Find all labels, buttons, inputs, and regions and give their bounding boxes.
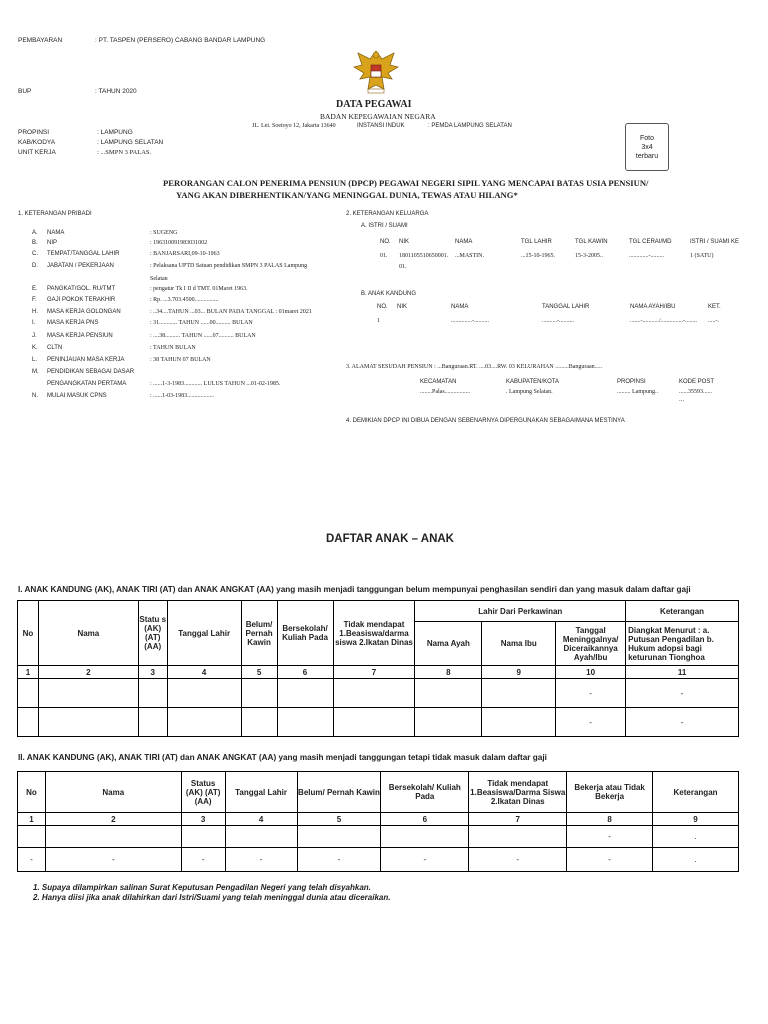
propinsi-alamat-label: PROPINSI bbox=[617, 379, 646, 385]
table-number-cell: 4 bbox=[167, 666, 241, 679]
col-group-keterangan: Keterangan bbox=[626, 601, 739, 622]
pribadi-value: : 196310091983031002 bbox=[150, 240, 208, 246]
pribadi-label: PENINJAUAN MASA KERJA bbox=[47, 357, 125, 363]
istri-subheading: A. ISTRI / SUAMI bbox=[361, 223, 408, 229]
pribadi-value: : ....38.......... TAHUN ......07.......... BULAN bbox=[150, 333, 256, 339]
table-cell bbox=[297, 826, 381, 848]
table-cell: - bbox=[18, 848, 46, 872]
pribadi-value: : pengatur Tk I II d TMT. 01Maret 1963. bbox=[150, 286, 248, 292]
col-status: Statu s (AK) (AT) (AA) bbox=[138, 601, 167, 666]
pribadi-value: : Pelaksana UPTD Satuan pendidikan SMPN 3 PALAS Lampung bbox=[150, 263, 308, 269]
istri-cell: 1801105510650001. bbox=[399, 253, 449, 259]
anak-header-cell: NO. bbox=[377, 304, 388, 310]
pribadi-key: I. bbox=[32, 320, 36, 326]
table-number-cell: 8 bbox=[415, 666, 482, 679]
table-cell bbox=[18, 826, 46, 848]
kecamatan-value: ........Palas................. bbox=[420, 389, 471, 395]
istri-cell: 15-3-2005.. bbox=[575, 253, 603, 259]
istri-header-cell: TGL KAWIN bbox=[575, 239, 608, 245]
table-number-cell: 1 bbox=[18, 666, 39, 679]
table-number-cell: 5 bbox=[241, 666, 277, 679]
table-header-cell: Nama bbox=[45, 772, 181, 813]
col-group-lahir: Lahir Dari Perkawinan bbox=[415, 601, 626, 622]
istri-header-cell: NAMA bbox=[455, 239, 473, 245]
table-number-row bbox=[18, 666, 739, 679]
pribadi-value: : 38 TAHUN 07 BULAN bbox=[150, 357, 211, 363]
table-number-cell: 2 bbox=[38, 666, 138, 679]
istri-cell: ...15-10-1965. bbox=[521, 253, 555, 259]
pribadi-key: M. bbox=[32, 369, 39, 375]
anak-cell: .......-.........../...............-........ bbox=[630, 318, 698, 324]
table-cell: - bbox=[556, 679, 626, 708]
table-cell: - bbox=[469, 848, 567, 872]
table-row bbox=[18, 826, 739, 848]
anak-cell: ..........-.......... bbox=[542, 318, 574, 324]
table-header-cell: Bersekolah/ Kuliah Pada bbox=[381, 772, 469, 813]
pribadi-label: MULAI MASUK CPNS bbox=[47, 393, 107, 399]
agency-address: JL. Let. Soetoyo 12, Jakarta 13640 bbox=[252, 123, 336, 129]
kab-label: KAB/KODYA bbox=[18, 139, 56, 146]
table-anak-dalam-gaji bbox=[17, 600, 739, 737]
pembayaran-value: : PT. TASPEN (PERSERO) CABANG BANDAR LAMPUNG bbox=[95, 37, 266, 44]
col-bersekolah: Bersekolah/ Kuliah Pada bbox=[277, 601, 333, 666]
pribadi-label: PANGKAT/GOL. RU/TMT bbox=[47, 286, 116, 292]
anak-cell: ..............-.......... bbox=[451, 318, 489, 324]
table-header-cell: Tidak mendapat 1.Beasiswa/Darma Siswa 2.Ikatan Dinas bbox=[469, 772, 567, 813]
propinsi-value: : LAMPUNG bbox=[97, 129, 133, 136]
table-number-row bbox=[18, 813, 739, 826]
table-header-cell: Bekerja atau Tidak Bekerja bbox=[567, 772, 653, 813]
kabupaten-value: . Lampung Selatan. bbox=[506, 389, 553, 395]
istri-header-cell: NO. bbox=[380, 239, 391, 245]
table-cell bbox=[181, 826, 225, 848]
pribadi-key: J. bbox=[32, 333, 37, 339]
table-cell: - bbox=[567, 826, 653, 848]
pribadi-key: N. bbox=[32, 393, 38, 399]
agency-name: BADAN KEPEGAWAIAN NEGARA bbox=[320, 112, 436, 121]
section-2-heading: II. ANAK KANDUNG (AK), ANAK TIRI (AT) dan ANAK ANGKAT (AA) yang masih menjadi tanggungan tetapi tidak masuk dalam daftar gaji bbox=[18, 753, 547, 762]
main-title-line-1: PERORANGAN CALON PENERIMA PENSIUN (DPCP) PEGAWAI NEGERI SIPIL YANG MENCAPAI BATAS USIA PENSIUN/ bbox=[163, 178, 649, 188]
pribadi-key: L. bbox=[32, 357, 38, 363]
anak-header-cell: KET. bbox=[708, 304, 721, 310]
photo-line-1: Foto bbox=[639, 135, 654, 142]
page-title: DATA PEGAWAI bbox=[336, 99, 412, 110]
pribadi-key: D. bbox=[32, 263, 38, 269]
istri-header-cell: ISTRI / SUAMI KE bbox=[690, 239, 740, 245]
istri-cell: 01. bbox=[380, 253, 388, 259]
table-number-cell: 5 bbox=[297, 813, 381, 826]
pribadi-key: A. bbox=[32, 230, 38, 236]
col-keterangan-text: Diangkat Menurut : a. Putusan Pengadilan b. Hukum adopsi bagi keturunan Tionghoa bbox=[626, 622, 739, 666]
table-cell: - bbox=[567, 848, 653, 872]
photo-box bbox=[625, 123, 669, 171]
table-cell: - bbox=[626, 708, 739, 737]
anak-header-cell: NIK bbox=[397, 304, 408, 310]
anak-cell: .....-. bbox=[708, 318, 719, 324]
table-header-cell: Keterangan bbox=[653, 772, 739, 813]
kodepos-label: KODE POST bbox=[679, 379, 715, 385]
pribadi-key: H. bbox=[32, 309, 38, 315]
pribadi-label: PENGANGKATAN PERTAMA bbox=[47, 381, 127, 387]
unit-kerja-label: UNIT KERJA bbox=[18, 149, 56, 156]
table-cell: - bbox=[225, 848, 297, 872]
col-belum-kawin: Belum/ Pernah Kawin bbox=[241, 601, 277, 666]
kabupaten-label: KABUPATEN/KOTA bbox=[506, 379, 560, 385]
table-cell: - bbox=[181, 848, 225, 872]
table-header-cell: No bbox=[18, 772, 46, 813]
garuda-emblem-icon bbox=[350, 45, 402, 97]
pribadi-heading: 1. KETERANGAN PRIBADI bbox=[18, 211, 92, 217]
pribadi-key: C. bbox=[32, 251, 38, 257]
istri-header-cell: NIK bbox=[399, 239, 410, 245]
table-header-cell: Status (AK) (AT) (AA) bbox=[181, 772, 225, 813]
table-cell bbox=[225, 826, 297, 848]
istri-nik-cont: 01. bbox=[399, 264, 407, 270]
col-nama-ayah: Nama Ayah bbox=[415, 622, 482, 666]
kodepos-value: ......35593...... bbox=[679, 389, 712, 395]
pribadi-label: NAMA bbox=[47, 230, 65, 236]
col-tanggal-lahir: Tanggal Lahir bbox=[167, 601, 241, 666]
photo-line-2: 3x4 bbox=[641, 144, 653, 151]
kab-value: : LAMPUNG SELATAN bbox=[97, 139, 164, 146]
note-1: 1. Supaya dilampirkan salinan Surat Keputusan Pengadilan Negeri yang telah disyahkan. bbox=[33, 883, 371, 892]
anak-cell: 1 bbox=[377, 318, 380, 324]
kecamatan-label: KECAMATAN bbox=[420, 379, 457, 385]
pribadi-key: F. bbox=[32, 297, 37, 303]
pribadi-key: B. bbox=[32, 240, 38, 246]
photo-line-3: terbaru bbox=[635, 153, 659, 160]
table-cell: . bbox=[653, 848, 739, 872]
bup-value: : TAHUN 2020 bbox=[95, 88, 137, 95]
keluarga-heading: 2. KETERANGAN KELUARGA bbox=[346, 211, 429, 217]
pribadi-value: : SUGENG bbox=[150, 230, 178, 236]
pribadi-label: NIP bbox=[47, 240, 58, 246]
col-no: No bbox=[18, 601, 39, 666]
table-cell: . bbox=[653, 826, 739, 848]
bup-label: BUP bbox=[18, 88, 32, 95]
table-header-cell: Tanggal Lahir bbox=[225, 772, 297, 813]
table-number-cell: 3 bbox=[138, 666, 167, 679]
alamat-line: 3. ALAMAT SESUDAH PENSIUN : ...Banguraan.RT. ....03....RW. 03 KELURAHAN .........Banguraan..... bbox=[346, 364, 603, 370]
col-nama-ibu: Nama Ibu bbox=[482, 622, 556, 666]
col-tidak-mendapat: Tidak mendapat 1.Beasiswa/darma siswa 2.Ikatan Dinas bbox=[333, 601, 415, 666]
table-header-cell: Belum/ Pernah Kawin bbox=[297, 772, 381, 813]
anak-header-cell: NAMA bbox=[451, 304, 469, 310]
table-number-cell: 8 bbox=[567, 813, 653, 826]
pribadi-label: JABATAN / PEKERJAAN bbox=[47, 263, 114, 269]
table-cell: - bbox=[626, 679, 739, 708]
table-header-row bbox=[18, 772, 739, 813]
table-cell bbox=[45, 826, 181, 848]
pribadi-value: : ......1-3-1983............ LULUS TAHUN ...01-02-1985. bbox=[150, 381, 281, 387]
table-number-cell: 6 bbox=[381, 813, 469, 826]
table-number-cell: 9 bbox=[482, 666, 556, 679]
instansi-label: INSTANSI INDUK bbox=[357, 123, 405, 129]
table-number-cell: 6 bbox=[277, 666, 333, 679]
pribadi-label: MASA KERJA PENSIUN bbox=[47, 333, 113, 339]
table-number-cell: 10 bbox=[556, 666, 626, 679]
table-cell bbox=[469, 826, 567, 848]
pribadi-value: : TAHUN BULAN bbox=[150, 345, 196, 351]
table-cell: - bbox=[556, 708, 626, 737]
anak-subheading: B. ANAK KANDUNG bbox=[361, 291, 417, 297]
col-nama: Nama bbox=[38, 601, 138, 666]
kodepos-extra: ... bbox=[679, 397, 685, 403]
table-anak-luar-gaji bbox=[17, 771, 739, 872]
demikian-statement: 4. DEMIKIAN DPCP INI DIBUA DENGAN SEBENARNYA DIPERGUNAKAN SEBAGAIMANA MESTINYA bbox=[346, 418, 625, 424]
pribadi-value: : ......1-03-1983.................. bbox=[150, 393, 215, 399]
pribadi-key: K. bbox=[32, 345, 38, 351]
table-number-cell: 4 bbox=[225, 813, 297, 826]
table-cell: - bbox=[45, 848, 181, 872]
pribadi-label: PENDIDIKAN SEBAGAI DASAR bbox=[47, 369, 135, 375]
note-2: 2. Hanya diisi jika anak dilahirkan dari Istri/Suami yang telah meninggal dunia atau diceraikan. bbox=[33, 893, 391, 902]
table-cell bbox=[381, 826, 469, 848]
pribadi-label: GAJI POKOK TERAKHIR bbox=[47, 297, 116, 303]
istri-cell: 1 (SATU) bbox=[690, 253, 714, 259]
pribadi-label: MASA KERJA PNS bbox=[47, 320, 99, 326]
table-number-cell: 7 bbox=[333, 666, 415, 679]
table-number-cell: 11 bbox=[626, 666, 739, 679]
table-cell: - bbox=[381, 848, 469, 872]
pribadi-value: Selatan bbox=[150, 276, 168, 282]
unit-kerja-value: : ...SMPN 3 PALAS. bbox=[97, 149, 152, 156]
table-row bbox=[18, 679, 739, 708]
table-number-cell: 2 bbox=[45, 813, 181, 826]
pembayaran-label: PEMBAYARAN bbox=[18, 37, 63, 44]
pribadi-label: MASA KERJA GOLONGAN bbox=[47, 309, 121, 315]
pribadi-value: : ..34....TAHUN ...03... BULAN PADA TANGGAL : 01maret 2021 bbox=[150, 309, 312, 315]
main-title-line-2: YANG AKAN DIBERHENTIKAN/YANG MENINGGAL DUNIA, TEWAS ATAU HILANG* bbox=[176, 190, 518, 200]
istri-header-cell: TGL CERAI/MD bbox=[629, 239, 672, 245]
section-1-heading: I. ANAK KANDUNG (AK), ANAK TIRI (AT) dan ANAK ANGKAT (AA) yang masih menjadi tanggungan belum mempunyai penghasilan sendiri dan yang masuk dalam daftar gaji bbox=[18, 585, 691, 594]
pribadi-value: : BANJARSARI,09-10-1963 bbox=[150, 251, 220, 257]
table-row bbox=[18, 848, 739, 872]
anak-header-cell: TANGGAL LAHIR bbox=[542, 304, 590, 310]
table-cell: - bbox=[297, 848, 381, 872]
istri-cell: .............-......... bbox=[629, 253, 664, 259]
pribadi-key: E. bbox=[32, 286, 38, 292]
pribadi-label: CLTN bbox=[47, 345, 63, 351]
instansi-value: : PEMDA LAMPUNG SELATAN bbox=[428, 123, 512, 129]
table-number-cell: 1 bbox=[18, 813, 46, 826]
anak-header-cell: NAMA AYAH/IBU bbox=[630, 304, 676, 310]
propinsi-label: PROPINSI bbox=[18, 129, 50, 136]
table-row bbox=[18, 708, 739, 737]
table-number-cell: 9 bbox=[653, 813, 739, 826]
pribadi-value: : 31............ TAHUN ......00.......... BULAN bbox=[150, 320, 253, 326]
istri-cell: ...MASTIN. bbox=[455, 253, 485, 259]
pribadi-label: TEMPAT/TANGGAL LAHIR bbox=[47, 251, 120, 257]
istri-header-cell: TGL LAHIR bbox=[521, 239, 552, 245]
propinsi-alamat-value: ......... Lampung.. bbox=[617, 389, 658, 395]
daftar-anak-title: DAFTAR ANAK – ANAK bbox=[326, 533, 454, 545]
pribadi-value: : Rp. ...3.703.4500................ bbox=[150, 297, 219, 303]
table-number-cell: 3 bbox=[181, 813, 225, 826]
col-tgl-meninggal: Tanggal Meninggalnya/ Diceraikannya Ayah/Ibu bbox=[556, 622, 626, 666]
table-number-cell: 7 bbox=[469, 813, 567, 826]
